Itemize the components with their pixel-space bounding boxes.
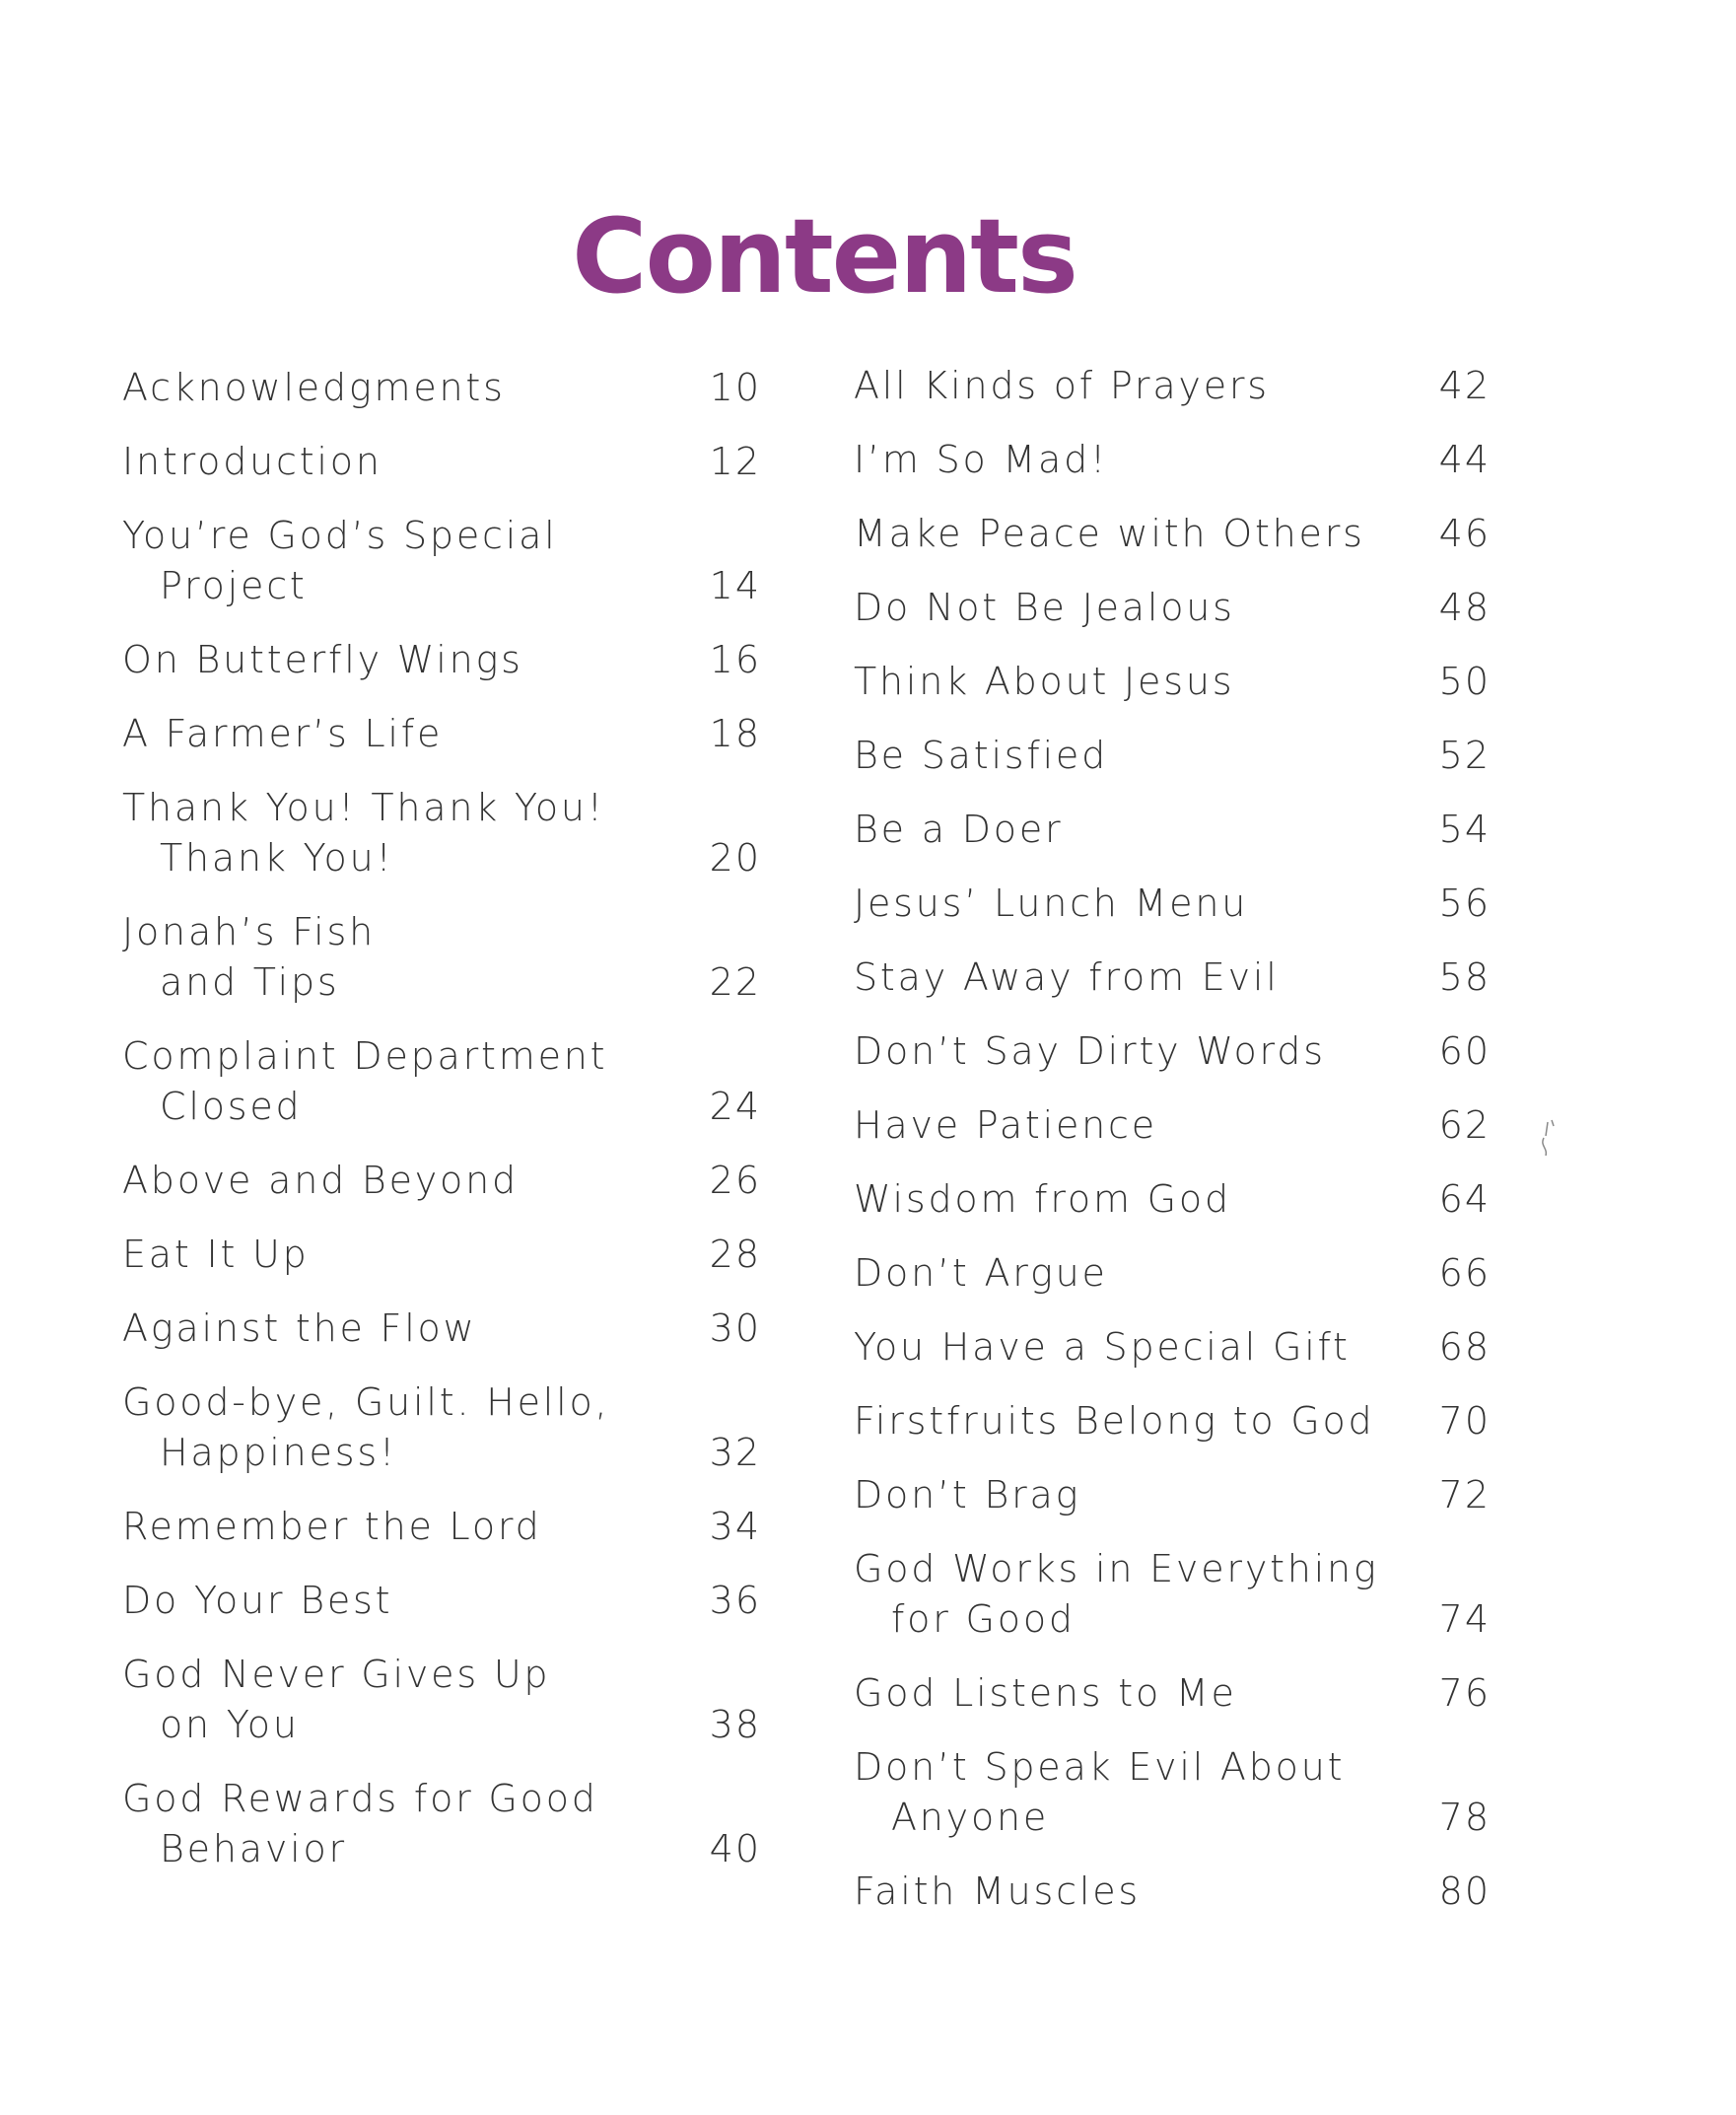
toc-entry-page-number: 58 (1438, 955, 1491, 999)
toc-entry (122, 635, 761, 685)
toc-entry-page-number: 68 (1438, 1325, 1491, 1369)
toc-entry (122, 1774, 761, 1874)
toc-entry-title-line: Closed (160, 1085, 303, 1128)
toc-entry (854, 583, 1491, 633)
toc-entry-title-line: Be a Doer (854, 808, 1064, 851)
toc-entry-title (122, 1031, 607, 1132)
toc-entry-page-number: 34 (709, 1505, 761, 1548)
toc-entry (854, 1544, 1491, 1645)
toc-entry-title (122, 511, 558, 611)
toc-entry-title-line: Above and Beyond (122, 1159, 519, 1202)
toc-entry (854, 1026, 1491, 1077)
toc-entry-page-number: 40 (709, 1827, 761, 1870)
toc-entry-title-line: Complaint Department (122, 1034, 608, 1078)
toc-entry-title (854, 1248, 1108, 1299)
toc-entry-title-line: Remember the Lord (122, 1505, 542, 1548)
toc-entry-title-line: Don’t Say Dirty Words (854, 1029, 1326, 1073)
toc-entry-title-line: and Tips (160, 960, 340, 1004)
toc-entry-page-number: 62 (1438, 1103, 1491, 1147)
toc-entry-page-number: 30 (709, 1306, 761, 1350)
toc-entry-title-line: Have Patience (854, 1103, 1157, 1147)
toc-entry (122, 437, 761, 487)
toc-entry (854, 657, 1491, 707)
toc-entry (122, 1576, 761, 1626)
toc-entry-title (122, 1576, 392, 1626)
toc-entry-title (854, 435, 1108, 485)
toc-entry-title-line: Anyone (891, 1796, 1050, 1839)
toc-entry-page-number: 54 (1438, 808, 1491, 851)
toc-entry-title-line: God Rewards for Good (122, 1777, 598, 1820)
toc-entry-title-line: Jesus’ Lunch Menu (854, 881, 1249, 925)
toc-entry-page-number: 44 (1438, 438, 1491, 481)
toc-right-column (854, 361, 1491, 1917)
toc-entry-page-number: 80 (1438, 1869, 1491, 1913)
toc-entry (854, 1742, 1491, 1843)
toc-entry-page-number: 72 (1438, 1473, 1491, 1516)
toc-entry-page-number: 74 (1438, 1597, 1491, 1641)
toc-entry-title-line: Stay Away from Evil (854, 955, 1280, 999)
toc-entry-page-number: 36 (709, 1579, 761, 1622)
toc-entry-title-line: Happiness! (160, 1431, 397, 1474)
toc-entry-title (854, 361, 1270, 411)
toc-entry (854, 1668, 1491, 1719)
toc-entry-title-line: Against the Flow (122, 1306, 477, 1350)
toc-entry-title-line: You’re God’s Special (122, 514, 558, 557)
toc-entry-title-line: Eat It Up (122, 1233, 310, 1276)
toc-entry (122, 1650, 761, 1750)
toc-entry-page-number: 52 (1438, 734, 1491, 777)
toc-entry-page-number: 20 (709, 836, 761, 880)
toc-entry-title (122, 635, 523, 685)
toc-entry-page-number: 32 (709, 1431, 761, 1474)
toc-entry-page-number: 56 (1438, 881, 1491, 925)
toc-entry-title (854, 1100, 1157, 1151)
toc-entry-title (122, 363, 506, 413)
toc-entry-title-line: A Farmer’s Life (122, 712, 444, 755)
toc-entry (854, 1174, 1491, 1225)
page-title: Contents (572, 195, 1076, 317)
toc-entry-page-number: 12 (709, 440, 761, 483)
toc-entry-title-line: You Have a Special Gift (854, 1325, 1351, 1369)
toc-entry-title-line: Acknowledgments (122, 366, 506, 409)
toc-entry-title-line: God Works in Everything (854, 1547, 1379, 1590)
toc-entry-title-line: Project (160, 564, 308, 607)
toc-entry-title-line: Wisdom from God (854, 1177, 1231, 1221)
toc-entry-title (854, 1026, 1326, 1077)
toc-entry (854, 1322, 1491, 1373)
toc-entry-page-number: 10 (709, 366, 761, 409)
toc-entry-title-line: Make Peace with Others (854, 512, 1365, 555)
paper-speck-mark (1534, 1116, 1563, 1173)
toc-entry-title (854, 952, 1280, 1003)
toc-entry (122, 1031, 761, 1132)
toc-entry-title-line: On Butterfly Wings (122, 638, 523, 681)
toc-entry-title (122, 709, 443, 759)
toc-entry-title (854, 1322, 1351, 1373)
toc-entry (122, 783, 761, 883)
toc-entry-title (122, 907, 376, 1008)
toc-entry (122, 511, 761, 611)
toc-entry-title-line: All Kinds of Prayers (854, 364, 1270, 407)
toc-entry (854, 435, 1491, 485)
toc-entry-page-number: 60 (1438, 1029, 1491, 1073)
toc-entry-title (854, 879, 1248, 929)
toc-entry-title-line: for Good (891, 1597, 1076, 1641)
toc-entry-title (122, 1774, 598, 1874)
toc-entry (854, 805, 1491, 855)
toc-entry-title (122, 1377, 609, 1478)
toc-entry-title-line: I’m So Mad! (854, 438, 1109, 481)
toc-entry (854, 731, 1491, 781)
toc-entry-title-line: Don’t Brag (854, 1473, 1081, 1516)
toc-entry-page-number: 38 (709, 1703, 761, 1746)
toc-entry-title (854, 1174, 1231, 1225)
toc-entry-page-number: 64 (1438, 1177, 1491, 1221)
toc-entry (854, 1248, 1491, 1299)
toc-entry-title-line: Jonah’s Fish (122, 910, 376, 953)
toc-entry-title (854, 731, 1108, 781)
toc-entry-page-number: 78 (1438, 1796, 1491, 1839)
toc-entry-title (854, 1867, 1141, 1917)
toc-entry-title-line: God Listens to Me (854, 1671, 1237, 1715)
toc-entry (854, 879, 1491, 929)
toc-entry-page-number: 24 (709, 1085, 761, 1128)
toc-entry-page-number: 48 (1438, 586, 1491, 629)
toc-entry-title-line: Good-bye, Guilt. Hello, (122, 1380, 610, 1424)
toc-entry-title (122, 783, 605, 883)
toc-entry-page-number: 16 (709, 638, 761, 681)
toc-entry-title-line: Thank You! Thank You! (122, 786, 605, 829)
toc-entry-title-line: Be Satisfied (854, 734, 1109, 777)
toc-entry-page-number: 14 (709, 564, 761, 607)
toc-entry-title (854, 805, 1063, 855)
toc-entry-title-line: Behavior (160, 1827, 347, 1870)
toc-entry (122, 1377, 761, 1478)
toc-entry-title (854, 583, 1235, 633)
toc-entry (122, 1230, 761, 1280)
toc-entry-page-number: 76 (1438, 1671, 1491, 1715)
toc-entry-page-number: 46 (1438, 512, 1491, 555)
toc-entry (854, 1470, 1491, 1520)
toc-entry (854, 952, 1491, 1003)
toc-entry-title-line: Firstfruits Belong to God (854, 1399, 1375, 1443)
toc-entry-title-line: Do Not Be Jealous (854, 586, 1235, 629)
toc-entry-title (854, 1668, 1237, 1719)
toc-entry-title (854, 509, 1365, 559)
toc-entry-title-line: Thank You! (160, 836, 394, 880)
toc-entry (854, 1867, 1491, 1917)
toc-entry (854, 1396, 1491, 1446)
toc-entry (122, 1304, 761, 1354)
toc-entry (854, 361, 1491, 411)
toc-entry-page-number: 70 (1438, 1399, 1491, 1443)
toc-entry (122, 907, 761, 1008)
toc-entry-title-line: God Never Gives Up (122, 1653, 551, 1696)
toc-entry-title-line: on You (160, 1703, 300, 1746)
toc-left-column (122, 363, 761, 1898)
toc-entry-title-line: Don’t Argue (854, 1251, 1108, 1295)
toc-entry-page-number: 26 (709, 1159, 761, 1202)
toc-entry (122, 363, 761, 413)
toc-entry-page-number: 28 (709, 1233, 761, 1276)
toc-entry-title (122, 1304, 477, 1354)
toc-entry-title-line: Faith Muscles (854, 1869, 1141, 1913)
toc-entry-title (854, 1742, 1345, 1843)
toc-entry-page-number: 42 (1438, 364, 1491, 407)
toc-entry-title (854, 657, 1234, 707)
toc-entry-page-number: 18 (709, 712, 761, 755)
toc-entry-title (122, 1650, 550, 1750)
toc-entry (122, 1502, 761, 1552)
toc-entry-title (854, 1544, 1379, 1645)
toc-entry-page-number: 22 (709, 960, 761, 1004)
toc-entry (122, 709, 761, 759)
toc-entry (854, 1100, 1491, 1151)
toc-entry-page-number: 66 (1438, 1251, 1491, 1295)
toc-entry-title-line: Don’t Speak Evil About (854, 1745, 1346, 1789)
toc-entry-title (854, 1396, 1374, 1446)
toc-entry-title (122, 1156, 519, 1206)
toc-entry-title-line: Introduction (122, 440, 382, 483)
toc-entry-title-line: Think About Jesus (854, 660, 1235, 703)
toc-entry-title (122, 1230, 310, 1280)
toc-entry-title-line: Do Your Best (122, 1579, 393, 1622)
toc-entry-page-number: 50 (1438, 660, 1491, 703)
toc-entry-title (122, 437, 382, 487)
toc-entry (854, 509, 1491, 559)
toc-entry-title (122, 1502, 542, 1552)
toc-entry-title (854, 1470, 1080, 1520)
toc-entry (122, 1156, 761, 1206)
